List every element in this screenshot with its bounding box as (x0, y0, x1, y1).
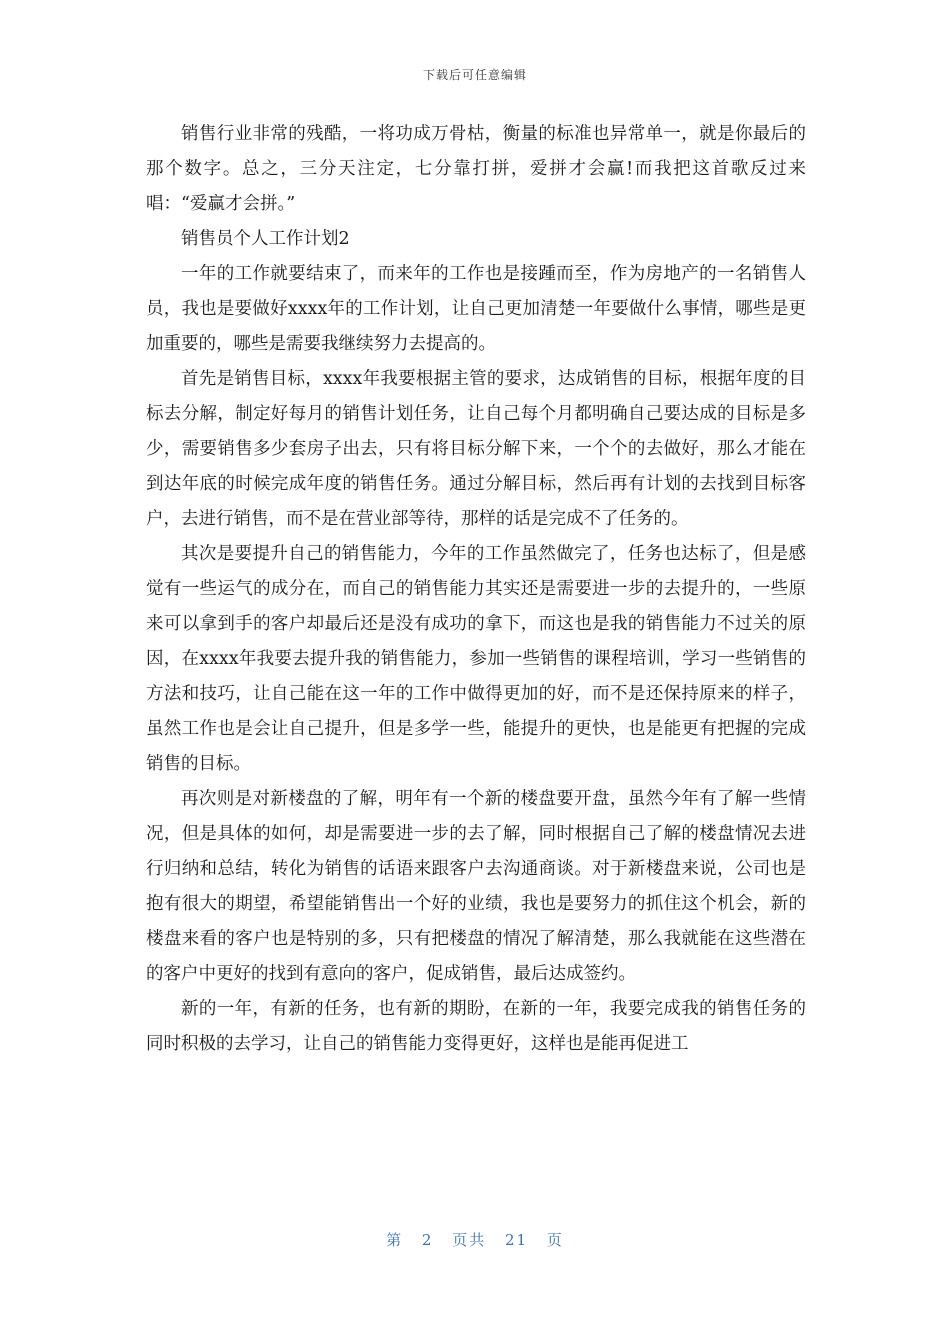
footer-total-pages: 21 (505, 1231, 529, 1249)
paragraph: 其次是要提升自己的销售能力，今年的工作虽然做完了，任务也达标了，但是感觉有一些运气的成分在，而自己的销售能力其实还是需要进一步的去提升的，一些原来可以拿到手的客户却最后还是没有成功的拿下，而这也是我的销售能力不过关的原因，在xxxx年我要去提升我的销售能力，参加一些销售的课程培训，学习一些销售的方法和技巧，让自己能在这一年的工作中做得更加的好，而不是还保持原来的样子，虽然工作也是会让自己提升，但是多学一些，能提升的更快，也是能更有把握的完成销售的目标。 (146, 544, 806, 774)
paragraph: 一年的工作就要结束了，而来年的工作也是接踵而至，作为房地产的一名销售人员，我也是要做好xxxx年的工作计划，让自己更加清楚一年要做什么事情，哪些是更加重要的，哪些是需要我继续努力去提高的。 (146, 264, 806, 354)
document-body (146, 117, 806, 1062)
paragraph: 销售行业非常的残酷，一将功成万骨枯，衡量的标准也异常单一，就是你最后的那个数字。总之，三分天注定，七分靠打拼，爱拼才会赢!而我把这首歌反过来唱：“爱赢才会拼。” (146, 124, 806, 214)
footer-current-page: 2 (421, 1231, 434, 1249)
footer-label-page: 第 (386, 1231, 404, 1249)
paragraph: 再次则是对新楼盘的了解，明年有一个新的楼盘要开盘，虽然今年有了解一些情况，但是具体的如何，却是需要进一步的去了解，同时根据自己了解的楼盘情况去进行归纳和总结，转化为销售的话语来跟客户去沟通商谈。对于新楼盘来说，公司也是抱有很大的期望，希望能销售出一个好的业绩，我也是要努力的抓住这个机会，新的楼盘来看的客户也是特别的多，只有把楼盘的情况了解清楚，那么我就能在这些潜在的客户中更好的找到有意向的客户，促成销售，最后达成签约。 (146, 789, 806, 984)
section-title: 销售员个人工作计划2 (181, 229, 350, 249)
paragraph: 新的一年，有新的任务，也有新的期盼，在新的一年，我要完成我的销售任务的同时积极的去学习，让自己的销售能力变得更好，这样也是能再促进工 (146, 999, 806, 1054)
footer-label-end: 页 (546, 1231, 564, 1249)
page-footer (0, 1229, 950, 1250)
paragraph: 首先是销售目标，xxxx年我要根据主管的要求，达成销售的目标，根据年度的目标去分解，制定好每月的销售计划任务，让自己每个月都明确自己要达成的目标是多少，需要销售多少套房子出去，只有将目标分解下来，一个个的去做好，那么才能在到达年底的时候完成年度的销售任务。通过分解目标，然后再有计划的去找到目标客户，去进行销售，而不是在营业部等待，那样的话是完成不了任务的。 (146, 369, 806, 529)
page-header: 下载后可任意编辑 (422, 68, 527, 82)
footer-label-of: 页共 (452, 1231, 487, 1249)
